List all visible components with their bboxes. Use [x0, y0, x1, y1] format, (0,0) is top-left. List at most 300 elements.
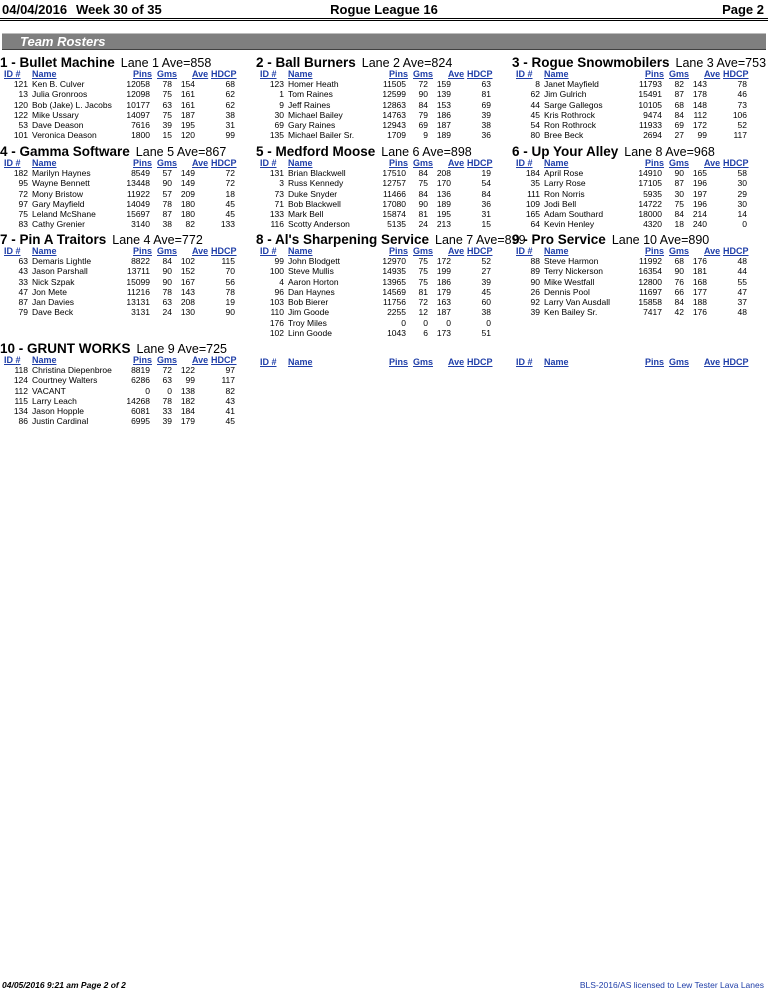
player-id: 26 — [530, 286, 540, 297]
player-pins: 14722 — [638, 198, 662, 209]
player-id: 43 — [18, 266, 28, 277]
player-name: Michael Bailer Sr. — [288, 130, 355, 141]
player-gms: 79 — [418, 109, 428, 120]
player-hdcp: 84 — [481, 188, 491, 199]
player-name: Leland McShane — [32, 209, 96, 220]
col-header-hdcp: HDCP — [211, 158, 237, 168]
team-lane-average: Lane 3 Ave=753 — [675, 56, 767, 70]
team-name: 9 - Pro Service — [512, 232, 606, 247]
player-row — [512, 199, 768, 209]
player-id: 176 — [269, 317, 284, 328]
player-hdcp: 62 — [225, 89, 235, 100]
team-roster — [512, 143, 768, 233]
player-ave: 199 — [436, 266, 451, 277]
player-ave: 161 — [180, 99, 195, 110]
player-hdcp: 117 — [733, 130, 747, 141]
player-hdcp: 48 — [737, 307, 747, 318]
player-ave: 149 — [180, 178, 195, 189]
player-id: 8 — [535, 79, 540, 89]
player-name: Marilyn Haynes — [32, 168, 91, 178]
player-name: Wayne Bennett — [32, 178, 90, 189]
player-ave: 187 — [180, 109, 195, 120]
col-header-id: ID # — [260, 246, 277, 256]
player-gms: 27 — [674, 130, 684, 141]
player-row — [0, 277, 256, 287]
player-pins: 17510 — [382, 168, 406, 178]
col-header-pins: Pins — [133, 69, 153, 79]
player-hdcp: 54 — [481, 178, 491, 189]
player-gms: 87 — [674, 178, 684, 189]
player-ave: 143 — [692, 79, 707, 89]
report-date: 04/04/2016 — [2, 2, 68, 17]
player-row — [0, 168, 256, 178]
player-pins: 13448 — [126, 178, 150, 189]
player-list — [512, 168, 768, 230]
col-header-id: ID # — [260, 158, 277, 168]
player-hdcp: 99 — [225, 130, 235, 141]
player-pins: 8549 — [131, 168, 150, 178]
player-ave: 178 — [692, 89, 707, 100]
player-name: Bob (Jake) L. Jacobs — [32, 99, 112, 110]
player-row — [0, 307, 256, 317]
col-header-hdcp: HDCP — [467, 246, 493, 256]
col-header-gms: Gms — [157, 246, 178, 256]
player-name: Tom Raines — [288, 89, 333, 100]
player-hdcp: 62 — [225, 99, 235, 110]
col-header-gms: Gms — [669, 246, 690, 256]
player-gms: 72 — [162, 365, 172, 375]
player-hdcp: 68 — [225, 79, 235, 89]
player-pins: 5935 — [643, 188, 662, 199]
player-gms: 81 — [418, 286, 428, 297]
player-gms: 75 — [418, 276, 428, 287]
team-roster — [256, 231, 526, 339]
player-hdcp: 72 — [225, 178, 235, 189]
player-id: 101 — [13, 130, 28, 141]
player-id: 102 — [269, 328, 284, 339]
col-header-pins: Pins — [645, 158, 665, 168]
player-hdcp: 46 — [737, 89, 747, 100]
player-row — [0, 110, 256, 120]
col-header-name: Name — [32, 69, 57, 79]
player-ave: 180 — [180, 209, 195, 220]
player-ave: 102 — [180, 256, 195, 266]
player-pins: 11756 — [382, 297, 406, 308]
player-gms: 82 — [674, 79, 684, 89]
col-header-ave: Ave — [448, 357, 465, 367]
player-gms: 81 — [418, 209, 428, 220]
player-name: Larry Leach — [32, 395, 77, 406]
player-ave: 161 — [180, 89, 195, 100]
player-ave: 187 — [436, 307, 451, 318]
player-name: Bob Bierer — [288, 297, 329, 308]
player-pins: 5135 — [387, 219, 406, 230]
player-hdcp: 30 — [737, 198, 747, 209]
player-gms: 6 — [423, 328, 428, 339]
player-pins: 7616 — [131, 120, 150, 131]
team-name: 1 - Bullet Machine — [0, 55, 115, 70]
player-hdcp: 38 — [481, 120, 491, 131]
player-ave: 179 — [436, 286, 451, 297]
player-row — [256, 219, 512, 229]
player-pins: 15858 — [638, 297, 662, 308]
player-ave: 153 — [436, 99, 451, 110]
player-hdcp: 73 — [737, 99, 747, 110]
col-header-id: ID # — [260, 357, 277, 367]
player-pins: 4320 — [643, 219, 662, 230]
player-name: Jason Hopple — [32, 406, 84, 417]
player-id: 90 — [530, 276, 540, 287]
player-pins: 6286 — [131, 375, 150, 386]
player-gms: 66 — [674, 286, 684, 297]
player-pins: 6081 — [131, 406, 150, 417]
player-gms: 0 — [167, 385, 172, 396]
player-id: 45 — [530, 109, 540, 120]
player-id: 63 — [18, 256, 28, 266]
player-row — [0, 209, 256, 219]
player-row — [0, 100, 256, 110]
player-id: 87 — [18, 297, 28, 308]
empty-roster-slot — [512, 342, 768, 432]
player-hdcp: 0 — [742, 219, 747, 230]
player-gms: 69 — [418, 120, 428, 131]
player-pins: 2694 — [643, 130, 662, 141]
header-rule-bottom — [0, 20, 768, 21]
player-pins: 11992 — [638, 256, 662, 266]
player-ave: 138 — [180, 385, 195, 396]
col-header-gms: Gms — [413, 246, 434, 256]
player-name: Jan Davies — [32, 297, 75, 308]
player-ave: 189 — [436, 130, 451, 141]
player-list — [0, 168, 256, 230]
player-id: 133 — [269, 209, 284, 220]
player-ave: 208 — [180, 297, 195, 308]
player-ave: 122 — [180, 365, 195, 375]
col-header-pins: Pins — [133, 355, 153, 365]
player-row — [0, 297, 256, 307]
col-header-ave: Ave — [192, 246, 209, 256]
player-pins: 0 — [145, 385, 150, 396]
player-pins: 8822 — [131, 256, 150, 266]
player-hdcp: 36 — [481, 198, 491, 209]
col-header-pins: Pins — [133, 246, 153, 256]
player-pins: 8819 — [131, 365, 150, 375]
player-ave: 182 — [180, 395, 195, 406]
player-row — [512, 219, 768, 229]
empty-roster-slot — [256, 342, 512, 432]
player-hdcp: 81 — [481, 89, 491, 100]
player-row — [256, 168, 512, 178]
col-header-pins: Pins — [645, 69, 665, 79]
col-header-id: ID # — [4, 158, 21, 168]
player-gms: 39 — [162, 120, 172, 131]
player-row — [256, 79, 512, 89]
player-gms: 39 — [162, 416, 172, 427]
player-pins: 1709 — [387, 130, 406, 141]
player-id: 124 — [13, 375, 28, 386]
player-ave: 82 — [185, 219, 195, 230]
player-gms: 69 — [674, 120, 684, 131]
player-name: Kris Rothrock — [544, 109, 596, 120]
player-name: John Blodgett — [288, 256, 340, 266]
player-pins: 10105 — [638, 99, 662, 110]
player-name: Cathy Grenier — [32, 219, 85, 230]
player-list — [512, 256, 768, 318]
player-gms: 84 — [674, 209, 684, 220]
player-row — [512, 256, 768, 266]
player-id: 39 — [530, 307, 540, 318]
player-id: 118 — [14, 365, 28, 375]
player-ave: 99 — [697, 130, 707, 141]
team-lane-average: Lane 10 Ave=890 — [611, 233, 710, 247]
col-header-pins: Pins — [645, 357, 665, 367]
player-pins: 7417 — [643, 307, 662, 318]
player-row — [0, 365, 256, 375]
col-header-hdcp: HDCP — [467, 158, 493, 168]
player-name: Ken B. Culver — [32, 79, 85, 89]
player-gms: 90 — [674, 168, 684, 178]
player-ave: 195 — [436, 209, 451, 220]
player-name: Brian Blackwell — [288, 168, 346, 178]
team-roster — [0, 143, 256, 233]
col-header-gms: Gms — [669, 69, 690, 79]
col-header-pins: Pins — [389, 357, 409, 367]
player-pins: 11697 — [638, 286, 662, 297]
col-header-name: Name — [32, 158, 57, 168]
player-name: Homer Heath — [288, 79, 339, 89]
player-row — [256, 178, 512, 188]
player-pins: 14569 — [382, 286, 406, 297]
player-row — [256, 307, 512, 317]
player-name: Christina Diepenbroe — [32, 365, 112, 375]
player-row — [0, 256, 256, 266]
player-ave: 209 — [180, 188, 195, 199]
player-gms: 57 — [162, 168, 172, 178]
player-hdcp: 97 — [225, 365, 235, 375]
team-name: 10 - GRUNT WORKS — [0, 341, 131, 356]
team-lane-average: Lane 5 Ave=867 — [135, 145, 227, 159]
col-header-hdcp: HDCP — [723, 357, 749, 367]
player-ave: 197 — [692, 188, 707, 199]
player-name: Larry Rose — [544, 178, 586, 189]
player-pins: 15874 — [382, 209, 406, 220]
player-id: 100 — [269, 266, 284, 277]
player-gms: 78 — [162, 79, 172, 89]
player-name: Julia Gronroos — [32, 89, 88, 100]
team-name: 5 - Medford Moose — [256, 144, 376, 159]
col-header-gms: Gms — [157, 158, 178, 168]
player-hdcp: 18 — [225, 188, 235, 199]
player-row — [256, 110, 512, 120]
player-gms: 63 — [162, 297, 172, 308]
col-header-gms: Gms — [157, 69, 178, 79]
player-name: VACANT — [32, 385, 66, 396]
player-id: 13 — [18, 89, 28, 100]
player-pins: 11466 — [382, 188, 406, 199]
player-list — [256, 256, 512, 338]
player-hdcp: 115 — [221, 256, 235, 266]
player-id: 62 — [530, 89, 540, 100]
player-name: Ken Bailey Sr. — [544, 307, 598, 318]
player-gms: 84 — [418, 99, 428, 110]
player-row — [512, 79, 768, 89]
player-row — [256, 256, 512, 266]
player-gms: 72 — [418, 79, 428, 89]
player-name: Jason Parshall — [32, 266, 88, 277]
team-roster — [0, 54, 256, 144]
player-pins: 3131 — [131, 307, 150, 318]
player-hdcp: 70 — [225, 266, 235, 277]
player-row — [512, 120, 768, 130]
player-list — [512, 79, 768, 141]
player-pins: 13131 — [126, 297, 150, 308]
player-ave: 159 — [436, 79, 451, 89]
player-gms: 9 — [423, 130, 428, 141]
player-pins: 17105 — [638, 178, 662, 189]
player-pins: 12863 — [382, 99, 406, 110]
player-gms: 76 — [674, 276, 684, 287]
player-hdcp: 56 — [225, 276, 235, 287]
player-pins: 15099 — [126, 276, 150, 287]
team-roster — [0, 340, 256, 430]
report-title: Rogue League 16 — [330, 2, 438, 17]
player-id: 109 — [525, 198, 540, 209]
player-row — [512, 297, 768, 307]
col-header-ave: Ave — [192, 355, 209, 365]
player-gms: 78 — [162, 395, 172, 406]
player-hdcp: 45 — [225, 198, 235, 209]
player-ave: 186 — [436, 276, 451, 287]
player-gms: 75 — [418, 178, 428, 189]
player-ave: 240 — [692, 219, 707, 230]
team-roster — [256, 54, 512, 144]
player-pins: 14097 — [126, 109, 150, 120]
player-name: Jon Mete — [32, 286, 67, 297]
player-gms: 68 — [674, 99, 684, 110]
player-pins: 11922 — [126, 188, 150, 199]
player-row — [256, 287, 512, 297]
player-name: Jim Gulrich — [544, 89, 587, 100]
player-id: 165 — [525, 209, 540, 220]
player-list — [0, 256, 256, 318]
player-gms: 75 — [674, 198, 684, 209]
team-roster — [0, 231, 256, 321]
player-pins: 13965 — [382, 276, 406, 287]
player-id: 72 — [18, 188, 28, 199]
team-name: 2 - Ball Burners — [256, 55, 356, 70]
player-id: 69 — [274, 120, 284, 131]
player-pins: 6995 — [131, 416, 150, 427]
player-id: 110 — [270, 307, 284, 318]
player-name: Michael Bailey — [288, 109, 343, 120]
player-gms: 87 — [162, 209, 172, 220]
player-row — [256, 189, 512, 199]
player-hdcp: 45 — [225, 416, 235, 427]
player-id: 30 — [274, 109, 284, 120]
player-row — [256, 209, 512, 219]
player-pins: 14910 — [638, 168, 662, 178]
player-row — [0, 189, 256, 199]
col-header-name: Name — [544, 69, 569, 79]
player-gms: 18 — [674, 219, 684, 230]
player-gms: 90 — [674, 266, 684, 277]
player-hdcp: 106 — [732, 109, 747, 120]
player-ave: 130 — [180, 307, 195, 318]
player-name: Jim Goode — [288, 307, 330, 318]
player-hdcp: 45 — [225, 209, 235, 220]
col-header-id: ID # — [260, 69, 277, 79]
player-name: Russ Kennedy — [288, 178, 344, 189]
team-roster — [256, 143, 512, 233]
col-header-id: ID # — [4, 355, 21, 365]
player-hdcp: 52 — [481, 256, 491, 266]
player-row — [512, 287, 768, 297]
player-pins: 12970 — [382, 256, 406, 266]
player-hdcp: 48 — [737, 256, 747, 266]
player-name: Terry Nickerson — [544, 266, 604, 277]
player-name: Ron Norris — [544, 188, 585, 199]
col-header-ave: Ave — [192, 69, 209, 79]
col-header-gms: Gms — [669, 158, 690, 168]
player-ave: 154 — [180, 79, 195, 89]
player-name: Justin Cardinal — [32, 416, 89, 427]
player-ave: 139 — [436, 89, 451, 100]
player-pins: 17080 — [382, 198, 406, 209]
player-hdcp: 55 — [737, 276, 747, 287]
player-hdcp: 133 — [220, 219, 235, 230]
player-hdcp: 60 — [481, 297, 491, 308]
player-ave: 186 — [436, 109, 451, 120]
team-lane-average: Lane 9 Ave=725 — [136, 342, 228, 356]
player-name: Larry Van Ausdall — [544, 297, 610, 308]
player-gms: 12 — [418, 307, 428, 318]
player-hdcp: 27 — [481, 266, 491, 277]
player-row — [256, 199, 512, 209]
player-gms: 72 — [418, 297, 428, 308]
player-ave: 180 — [180, 198, 195, 209]
player-ave: 213 — [436, 219, 451, 230]
player-hdcp: 15 — [481, 219, 491, 230]
player-name: Mike Westfall — [544, 276, 595, 287]
player-gms: 90 — [418, 198, 428, 209]
player-pins: 16354 — [638, 266, 662, 277]
player-id: 83 — [18, 219, 28, 230]
player-id: 75 — [18, 209, 28, 220]
player-name: Jodi Bell — [544, 198, 577, 209]
player-pins: 11216 — [126, 286, 150, 297]
player-name: Steve Mullis — [288, 266, 334, 277]
col-header-ave: Ave — [192, 158, 209, 168]
player-row — [256, 328, 512, 338]
player-id: 79 — [18, 307, 28, 318]
col-header-hdcp: HDCP — [211, 69, 237, 79]
report-page-number: Page 2 — [722, 2, 764, 17]
player-hdcp: 39 — [481, 109, 491, 120]
team-roster — [512, 231, 768, 321]
player-list — [256, 79, 512, 141]
player-row — [256, 277, 512, 287]
player-row — [0, 266, 256, 276]
col-header-gms: Gms — [413, 357, 434, 367]
col-header-hdcp: HDCP — [723, 69, 749, 79]
player-row — [0, 89, 256, 99]
player-row — [512, 100, 768, 110]
col-header-name: Name — [288, 246, 313, 256]
player-id: 4 — [279, 276, 284, 287]
player-pins: 12599 — [382, 89, 406, 100]
player-hdcp: 43 — [225, 395, 235, 406]
team-name: 6 - Up Your Alley — [512, 144, 619, 159]
